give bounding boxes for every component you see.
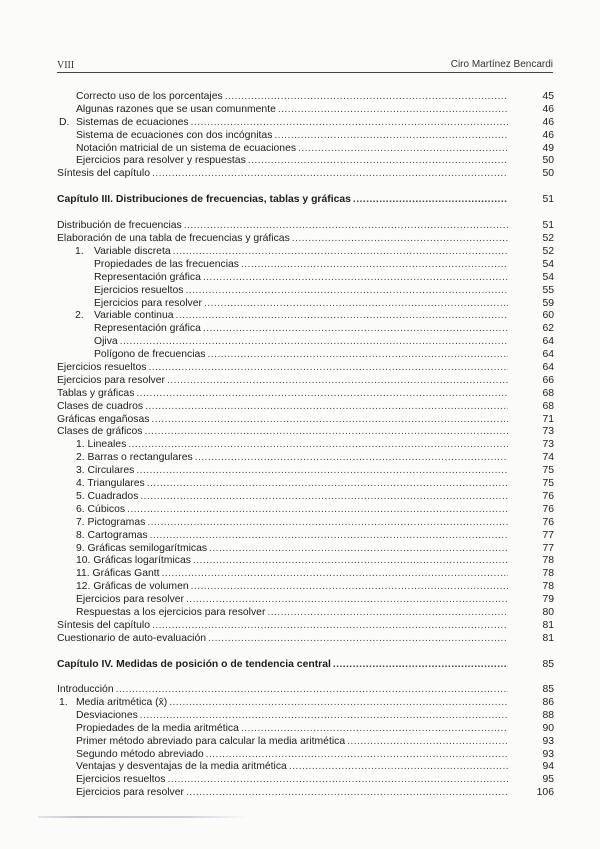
- dot-leader: [206, 749, 508, 762]
- dot-leader: [149, 362, 508, 375]
- toc-entry[interactable]: Ejercicios para resolver ..... 79: [57, 594, 554, 607]
- page-number: 106: [536, 787, 554, 799]
- dot-leader: [203, 272, 508, 285]
- page-number: 79: [542, 594, 554, 606]
- toc-entry[interactable]: Elaboración de una tabla de frecuencias y gráficas ..... 52: [57, 233, 554, 246]
- dot-leader: [347, 736, 508, 749]
- page-number: 71: [542, 413, 554, 425]
- toc-entry[interactable]: Ejercicios para resolver ..... 59: [57, 298, 554, 311]
- dot-leader: [145, 401, 508, 414]
- page-number: 62: [542, 323, 554, 335]
- toc-entry[interactable]: Respuestas a los ejercicios para resolver ..... 80: [57, 607, 554, 620]
- page-number: 64: [542, 349, 554, 361]
- toc-entry[interactable]: Ejercicios para resolver y respuestas ..... 50: [57, 155, 554, 168]
- dot-leader: [248, 155, 508, 168]
- toc-entry[interactable]: Notación matricial de un sistema de ecuaciones ..... 49: [57, 143, 554, 156]
- page-folio: VIII: [57, 60, 75, 71]
- toc-entry[interactable]: 1. Lineales ..... 73: [57, 439, 554, 452]
- toc-entry[interactable]: 4. Triangulares ..... 75: [57, 478, 554, 491]
- toc-entry[interactable]: 9. Gráficas semilogarítmicas ..... 77: [57, 543, 554, 556]
- page-number: 90: [542, 722, 554, 734]
- dot-leader: [274, 130, 508, 143]
- dot-leader: [191, 581, 508, 594]
- dot-leader: [225, 91, 508, 104]
- dot-leader: [204, 298, 508, 311]
- toc-entry[interactable]: Representación gráfica ..... 54: [57, 272, 554, 285]
- entry-number: 1.: [59, 697, 68, 709]
- dot-leader: [144, 426, 508, 439]
- toc-entry[interactable]: Algunas razones que se usan comunmente ..... 46: [57, 104, 554, 117]
- toc-entry[interactable]: Ejercicios para resolver ..... 66: [57, 375, 554, 388]
- toc-entry[interactable]: Representación gráfica ..... 62: [57, 323, 554, 336]
- page-number: 78: [542, 555, 554, 567]
- toc-entry[interactable]: Propiedades de las frecuencias ..... 54: [57, 259, 554, 272]
- toc-entry[interactable]: Desviaciones ..... 88: [57, 710, 554, 723]
- toc-entry[interactable]: Ejercicios para resolver ..... 106: [57, 787, 554, 800]
- toc-entry[interactable]: 11. Gráficas Gantt ..... 78: [57, 568, 554, 581]
- dot-leader: [292, 233, 508, 246]
- dot-leader: [136, 465, 508, 478]
- toc-entry[interactable]: 1. Variable discreta ..... 52: [57, 246, 554, 259]
- toc-chapter-4[interactable]: Capítulo IV. Medidas de posición o de tendencia central ..... 85: [57, 659, 554, 672]
- dot-leader: [209, 543, 508, 556]
- page-number: 85: [542, 684, 554, 696]
- page-number: 54: [542, 271, 554, 283]
- toc-entry[interactable]: Introducción ..... 85: [57, 684, 554, 697]
- dot-leader: [140, 710, 508, 723]
- page-number: 81: [542, 632, 554, 644]
- dot-leader: [186, 594, 508, 607]
- page-number: 76: [542, 516, 554, 528]
- dot-leader: [241, 723, 508, 736]
- page-number: 49: [542, 142, 554, 154]
- header-rule: [57, 72, 553, 73]
- page-number: 93: [542, 748, 554, 760]
- page-number: 95: [542, 774, 554, 786]
- toc-entry[interactable]: Ojiva ..... 64: [57, 336, 554, 349]
- page-number: 73: [542, 426, 554, 438]
- page-number: 77: [542, 529, 554, 541]
- toc-entry[interactable]: 2. Barras o rectangulares ..... 74: [57, 452, 554, 465]
- dot-leader: [120, 336, 508, 349]
- page-number: 60: [542, 310, 554, 322]
- dot-leader: [193, 555, 508, 568]
- toc-entry[interactable]: 10. Gráficas logarítmicas ..... 78: [57, 555, 554, 568]
- dot-leader: [203, 323, 508, 336]
- toc-entry[interactable]: Gráficas engañosas ..... 71: [57, 414, 554, 427]
- dot-leader: [152, 168, 508, 181]
- page-number: 80: [542, 606, 554, 618]
- dot-leader: [140, 491, 508, 504]
- toc-entry[interactable]: 3. Circulares ..... 75: [57, 465, 554, 478]
- page-number: 52: [542, 233, 554, 245]
- dot-leader: [333, 659, 508, 672]
- dot-leader: [186, 285, 508, 298]
- toc-entry[interactable]: Polígono de frecuencias ..... 64: [57, 349, 554, 362]
- entry-number: D.: [59, 116, 70, 128]
- page-number: 64: [542, 336, 554, 348]
- dot-leader: [184, 220, 508, 233]
- toc-entry[interactable]: Síntesis del capítulo ..... 50: [57, 168, 554, 181]
- dot-leader: [176, 310, 508, 323]
- page-number: 76: [542, 503, 554, 515]
- page-number: 59: [542, 297, 554, 309]
- running-author: Ciro Martínez Bencardi: [450, 59, 553, 70]
- page-number: 68: [542, 387, 554, 399]
- page-number: 46: [542, 129, 554, 141]
- toc-entry[interactable]: 7. Pictogramas ..... 76: [57, 517, 554, 530]
- page-number: 73: [542, 439, 554, 451]
- page-number: 46: [542, 116, 554, 128]
- dot-leader: [147, 478, 508, 491]
- page-number: 64: [542, 362, 554, 374]
- page-number: 88: [542, 709, 554, 721]
- toc-entry[interactable]: Segundo método abreviado ..... 93: [57, 749, 554, 762]
- page-number: 75: [542, 465, 554, 477]
- scan-artifact: [38, 816, 248, 818]
- toc-entry[interactable]: Cuestionario de auto-evaluación ..... 81: [57, 633, 554, 646]
- page-number: 78: [542, 581, 554, 593]
- dot-leader: [151, 414, 508, 427]
- toc-entry[interactable]: D. Sistemas de ecuaciones ..... 46: [57, 117, 554, 130]
- page-number: 93: [542, 735, 554, 747]
- dot-leader: [167, 375, 508, 388]
- page-number: 51: [542, 220, 554, 232]
- toc-entry[interactable]: 8. Cartogramas ..... 77: [57, 530, 554, 543]
- toc-entry[interactable]: Ejercicios resueltos ..... 95: [57, 774, 554, 787]
- page-number: 45: [542, 91, 554, 102]
- dot-leader: [278, 104, 508, 117]
- toc-entry[interactable]: 6. Cúbicos ..... 76: [57, 504, 554, 517]
- toc-entry[interactable]: Ventajas y desventajas de la media aritmética ..... 94: [57, 761, 554, 774]
- toc-entry[interactable]: Correcto uso de los porcentajes ..... 45: [57, 91, 554, 104]
- page-number: 85: [542, 658, 554, 670]
- dot-leader: [173, 246, 508, 259]
- dot-leader: [186, 787, 508, 800]
- toc-entry[interactable]: Clases de cuadros ..... 68: [57, 401, 554, 414]
- page-number: 54: [542, 258, 554, 270]
- page-number: 55: [542, 284, 554, 296]
- page-number: 74: [542, 452, 554, 464]
- page-number: 46: [542, 103, 554, 115]
- dot-leader: [195, 452, 508, 465]
- toc-entry[interactable]: Sistema de ecuaciones con dos incógnitas ..... 46: [57, 130, 554, 143]
- page-number: 50: [542, 155, 554, 167]
- dot-leader: [162, 568, 508, 581]
- toc-entry[interactable]: 1. Media aritmética (x̄) ..... 86: [57, 697, 554, 710]
- page-number: 66: [542, 374, 554, 386]
- toc-entry[interactable]: 5. Cuadrados ..... 76: [57, 491, 554, 504]
- toc-entry[interactable]: Ejercicios resueltos ..... 55: [57, 285, 554, 298]
- page-header: [57, 56, 553, 76]
- page-number: 68: [542, 400, 554, 412]
- page-number: 86: [542, 697, 554, 709]
- toc-entry[interactable]: 2. Variable continua ..... 60: [57, 310, 554, 323]
- dot-leader: [298, 143, 508, 156]
- page-number: 51: [542, 194, 554, 206]
- page-number: 76: [542, 490, 554, 502]
- dot-leader: [208, 349, 509, 362]
- page-number: 50: [542, 168, 554, 180]
- toc-entry[interactable]: Distribución de frecuencias ..... 51: [57, 220, 554, 233]
- dot-leader: [152, 620, 508, 633]
- toc-entry[interactable]: Síntesis del capítulo ..... 81: [57, 620, 554, 633]
- dot-leader: [241, 259, 508, 272]
- page-number: 94: [542, 761, 554, 773]
- page-number: 81: [542, 619, 554, 631]
- page-number: 78: [542, 568, 554, 580]
- toc-entry[interactable]: Primer método abreviado para calcular la media aritmética ..... 93: [57, 736, 554, 749]
- dot-leader: [136, 388, 508, 401]
- page-number: 75: [542, 478, 554, 490]
- dot-leader: [191, 117, 508, 130]
- dot-leader: [168, 774, 508, 787]
- entry-number: 1.: [75, 246, 84, 258]
- dot-leader: [267, 607, 508, 620]
- page-number: 77: [542, 542, 554, 554]
- toc-chapter-3[interactable]: Capítulo III. Distribuciones de frecuencias, tablas y gráficas ..... 51: [57, 194, 554, 207]
- toc-entry[interactable]: Clases de gráficos ..... 73: [57, 426, 554, 439]
- dot-leader: [353, 194, 508, 207]
- toc-entry[interactable]: Tablas y gráficas ..... 68: [57, 388, 554, 401]
- dot-leader: [128, 439, 508, 452]
- toc-entry[interactable]: Ejercicios resueltos ..... 64: [57, 362, 554, 375]
- dot-leader: [208, 633, 508, 646]
- dot-leader: [150, 530, 508, 543]
- toc-entry[interactable]: Propiedades de la media aritmética ..... 90: [57, 723, 554, 736]
- entry-number: 2.: [75, 310, 84, 322]
- toc-entry[interactable]: 12. Gráficas de volumen ..... 78: [57, 581, 554, 594]
- dot-leader: [147, 517, 508, 530]
- dot-leader: [169, 697, 508, 710]
- dot-leader: [127, 504, 508, 517]
- dot-leader: [116, 684, 508, 697]
- dot-leader: [289, 761, 508, 774]
- page-number: 52: [542, 246, 554, 258]
- table-of-contents: [57, 91, 554, 800]
